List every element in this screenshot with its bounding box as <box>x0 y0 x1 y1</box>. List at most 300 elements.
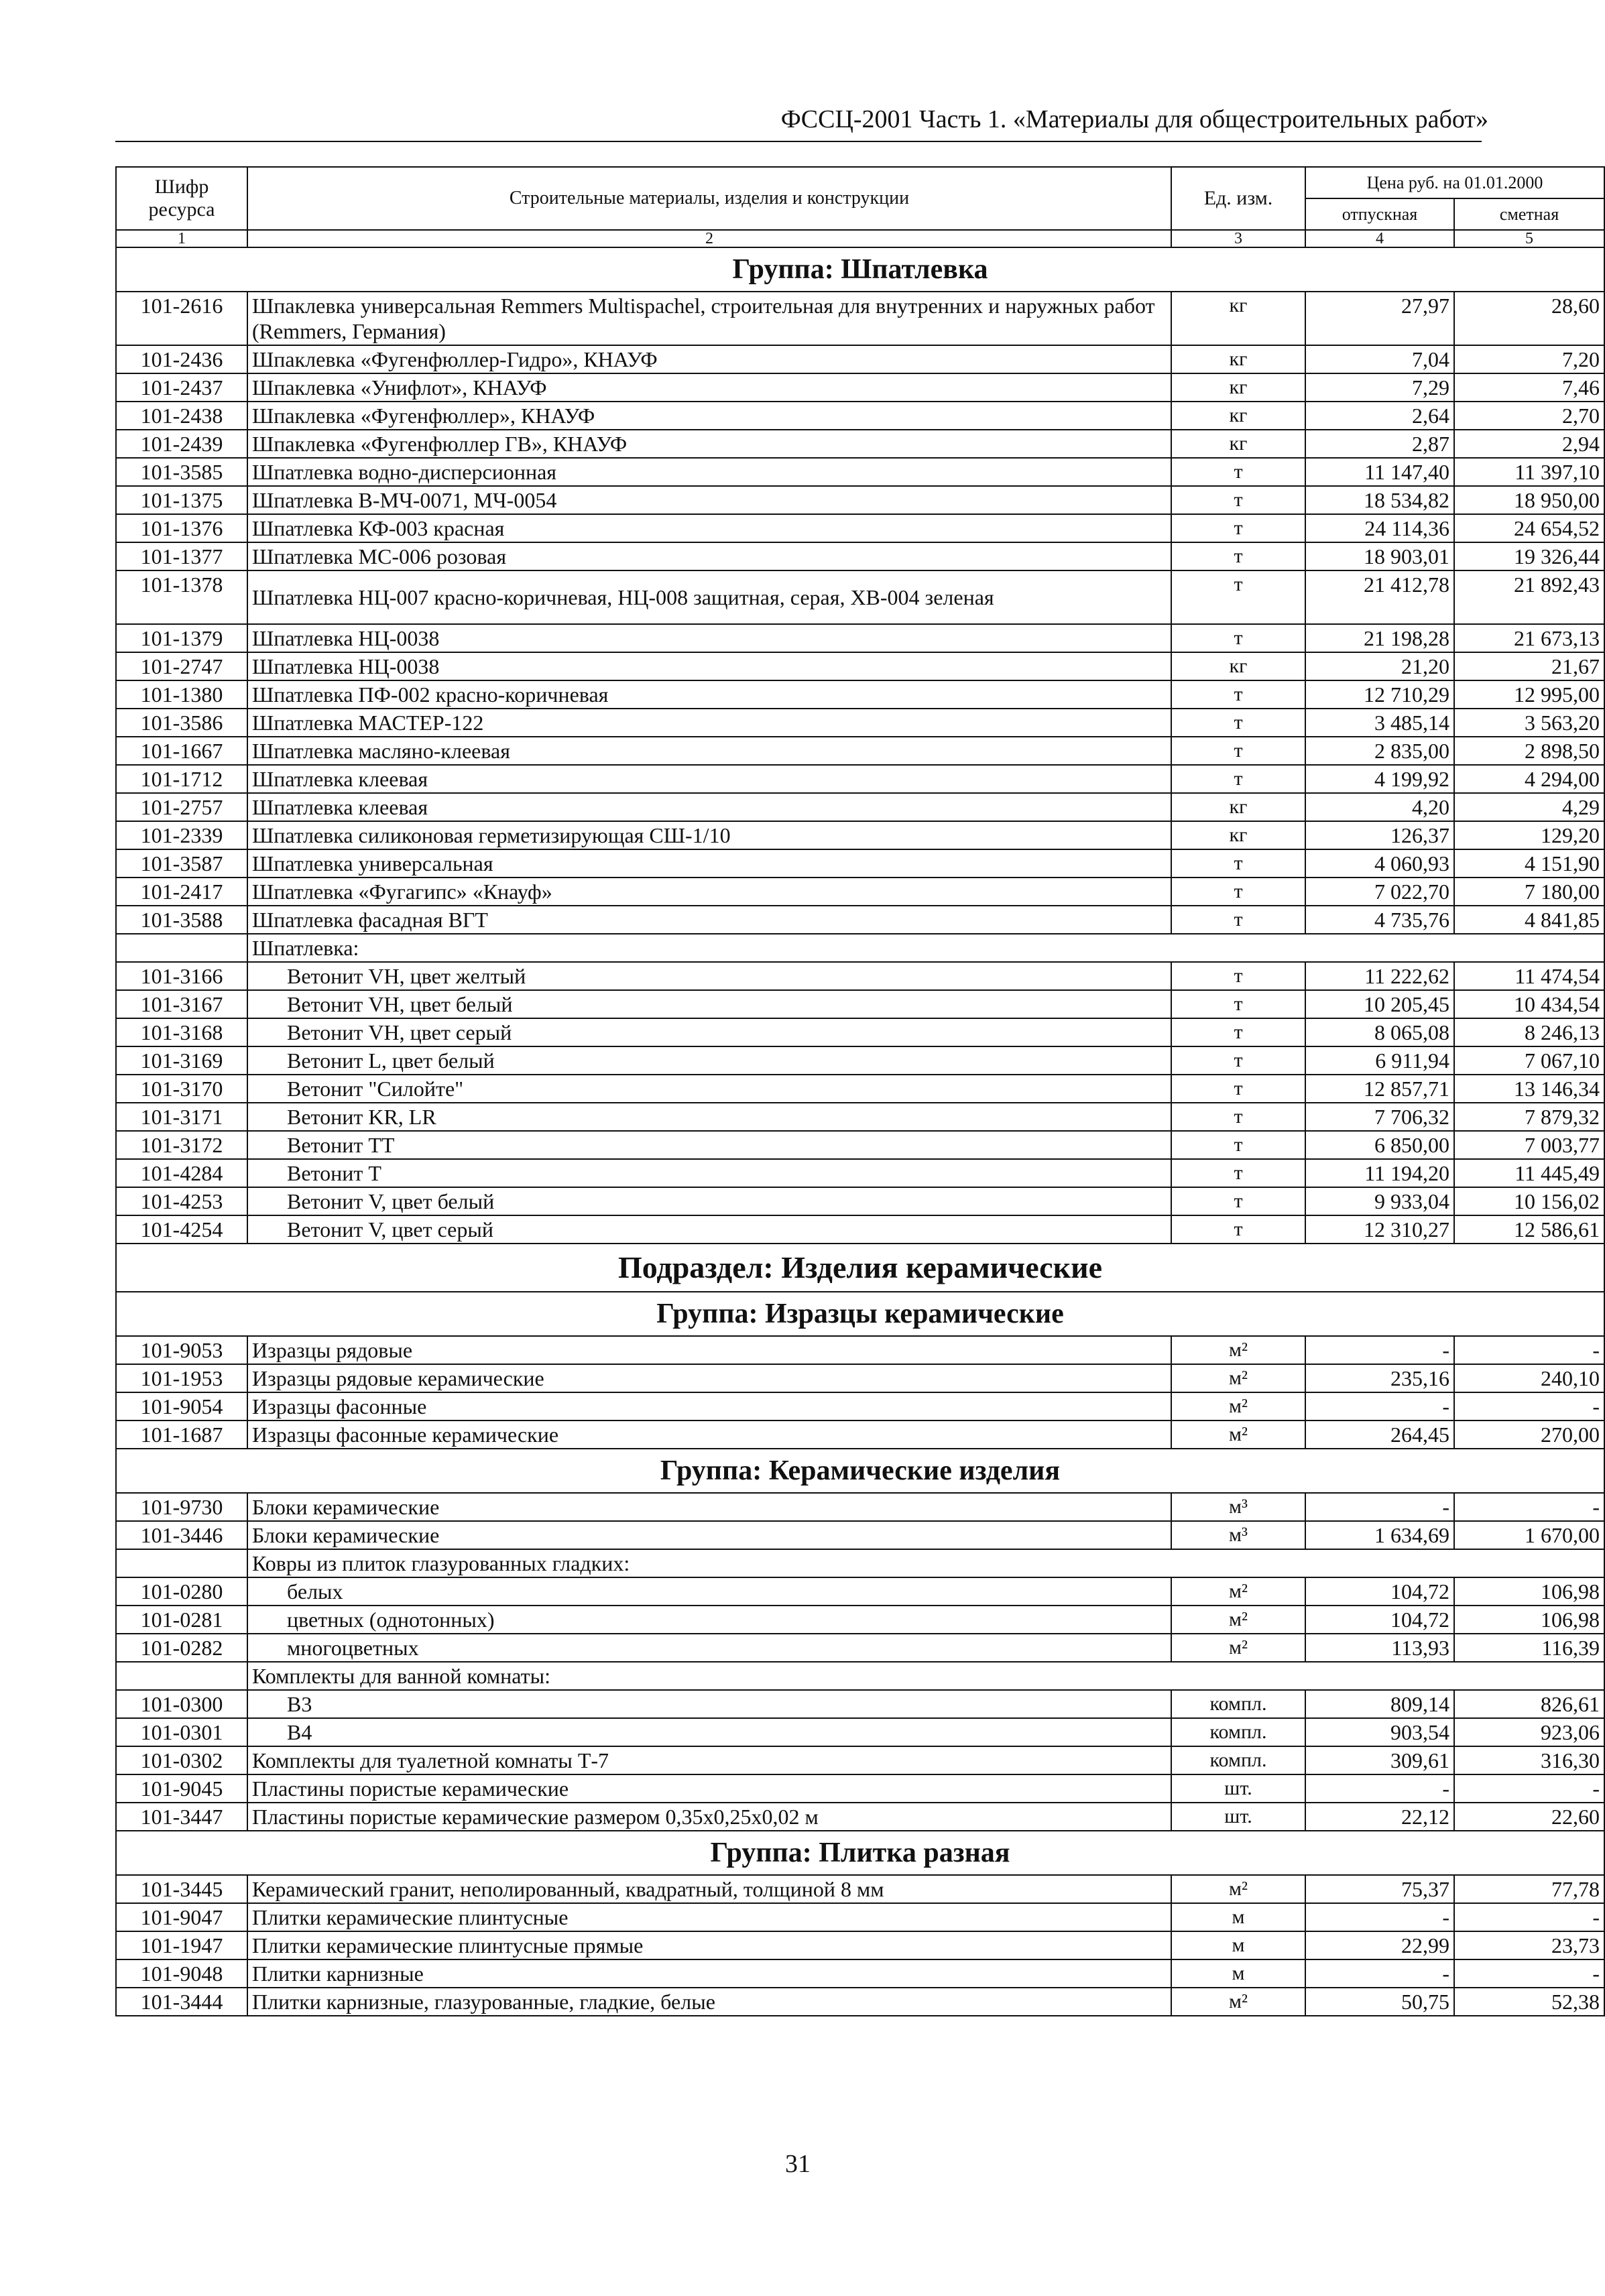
resource-code: 101-0282 <box>116 1634 247 1662</box>
material-name: Шпатлевка В-МЧ-0071, МЧ-0054 <box>247 486 1171 514</box>
release-price: 21 412,78 <box>1305 570 1454 624</box>
material-name: Блоки керамические <box>247 1521 1171 1549</box>
unit: кг <box>1171 793 1305 821</box>
resource-code: 101-1379 <box>116 624 247 652</box>
unit: м² <box>1171 1577 1305 1606</box>
table-row <box>116 849 1604 878</box>
table-row <box>116 570 1604 624</box>
col-name-header: Строительные материалы, изделия и конструкции <box>247 167 1171 230</box>
table-row <box>116 1336 1604 1364</box>
table-row <box>116 1392 1604 1421</box>
col-release-header: отпускная <box>1305 198 1454 230</box>
unit: м <box>1171 1959 1305 1988</box>
resource-code: 101-0302 <box>116 1746 247 1774</box>
release-price: 22,12 <box>1305 1803 1454 1831</box>
unit: шт. <box>1171 1803 1305 1831</box>
unit: т <box>1171 709 1305 737</box>
estimate-price: 18 950,00 <box>1454 486 1604 514</box>
unit: кг <box>1171 345 1305 373</box>
table-row <box>116 962 1604 990</box>
material-name: Шпаклевка «Унифлот», КНАУФ <box>247 373 1171 402</box>
unit: кг <box>1171 821 1305 849</box>
table-row <box>116 906 1604 934</box>
section-heading-row <box>116 1244 1604 1292</box>
estimate-price: 12 995,00 <box>1454 680 1604 709</box>
resource-code: 101-3587 <box>116 849 247 878</box>
table-row <box>116 878 1604 906</box>
release-price: 7 706,32 <box>1305 1103 1454 1131</box>
resource-code: 101-3445 <box>116 1875 247 1903</box>
resource-code: 101-3586 <box>116 709 247 737</box>
resource-code: 101-2747 <box>116 652 247 680</box>
estimate-price: 2,94 <box>1454 430 1604 458</box>
unit: м³ <box>1171 1493 1305 1521</box>
material-name: Шпаклевка «Фугенфюллер», КНАУФ <box>247 402 1171 430</box>
material-name: Шпатлевка НЦ-0038 <box>247 624 1171 652</box>
release-price: 9 933,04 <box>1305 1187 1454 1215</box>
unit: т <box>1171 1103 1305 1131</box>
group-heading: Группа: Плитка разная <box>116 1831 1604 1875</box>
material-name: Пластины пористые керамические <box>247 1774 1171 1803</box>
resource-code: 101-1378 <box>116 570 247 624</box>
resource-code: 101-2417 <box>116 878 247 906</box>
release-price: 113,93 <box>1305 1634 1454 1662</box>
estimate-price: 4 151,90 <box>1454 849 1604 878</box>
unit: т <box>1171 1215 1305 1244</box>
table-row <box>116 1718 1604 1746</box>
unit: т <box>1171 765 1305 793</box>
subheading-row <box>116 934 1604 962</box>
estimate-price: 7 067,10 <box>1454 1046 1604 1075</box>
unit: кг <box>1171 402 1305 430</box>
table-row <box>116 458 1604 486</box>
unit: м² <box>1171 1392 1305 1421</box>
material-name: Шпатлевка НЦ-007 красно-коричневая, НЦ-008 защитная, серая, ХВ-004 зеленая <box>247 570 1171 624</box>
table-row <box>116 793 1604 821</box>
table-row <box>116 1364 1604 1392</box>
estimate-price: 4,29 <box>1454 793 1604 821</box>
table-body <box>116 247 1604 2016</box>
release-price: 1 634,69 <box>1305 1521 1454 1549</box>
col-price-header: Цена руб. на 01.01.2000 <box>1305 167 1604 198</box>
unit: т <box>1171 570 1305 624</box>
resource-code: 101-3167 <box>116 990 247 1018</box>
table-row <box>116 1903 1604 1931</box>
release-price: 4 735,76 <box>1305 906 1454 934</box>
material-name: Пластины пористые керамические размером 0,35х0,25х0,02 м <box>247 1803 1171 1831</box>
unit: кг <box>1171 430 1305 458</box>
unit: т <box>1171 849 1305 878</box>
material-name: Изразцы рядовые <box>247 1336 1171 1364</box>
resource-code: 101-1667 <box>116 737 247 765</box>
table-row <box>116 1746 1604 1774</box>
table-row <box>116 1046 1604 1075</box>
table-row <box>116 1521 1604 1549</box>
estimate-price: 129,20 <box>1454 821 1604 849</box>
release-price: 7,04 <box>1305 345 1454 373</box>
material-name: Ветонит VH, цвет серый <box>247 1018 1171 1046</box>
col-code-header: Шифр ресурса <box>116 167 247 230</box>
material-name: Блоки керамические <box>247 1493 1171 1521</box>
unit: м² <box>1171 1606 1305 1634</box>
release-price: 11 222,62 <box>1305 962 1454 990</box>
table-row <box>116 402 1604 430</box>
unit: т <box>1171 458 1305 486</box>
material-name: Шпатлевка «Фугагипс» «Кнауф» <box>247 878 1171 906</box>
unit: компл. <box>1171 1746 1305 1774</box>
table-row <box>116 1075 1604 1103</box>
table-row <box>116 1606 1604 1634</box>
resource-code: 101-2439 <box>116 430 247 458</box>
table-row <box>116 1103 1604 1131</box>
table-row <box>116 1493 1604 1521</box>
unit: м³ <box>1171 1521 1305 1549</box>
price-table-container <box>115 166 1600 2016</box>
release-price: 6 850,00 <box>1305 1131 1454 1159</box>
material-name: Плитки карнизные <box>247 1959 1171 1988</box>
material-name: Ветонит ТТ <box>247 1131 1171 1159</box>
resource-code: 101-1377 <box>116 542 247 570</box>
material-name: Ветонит VH, цвет белый <box>247 990 1171 1018</box>
release-price: 126,37 <box>1305 821 1454 849</box>
unit: т <box>1171 737 1305 765</box>
estimate-price: 19 326,44 <box>1454 542 1604 570</box>
unit: т <box>1171 486 1305 514</box>
table-row <box>116 430 1604 458</box>
resource-code: 101-1380 <box>116 680 247 709</box>
estimate-price: 4 294,00 <box>1454 765 1604 793</box>
table-row <box>116 1875 1604 1903</box>
material-name: Плитки керамические плинтусные <box>247 1903 1171 1931</box>
material-name: Керамический гранит, неполированный, квадратный, толщиной 8 мм <box>247 1875 1171 1903</box>
material-name: Шпаклевка «Фугенфюллер-Гидро», КНАУФ <box>247 345 1171 373</box>
table-row <box>116 1215 1604 1244</box>
resource-code: 101-3169 <box>116 1046 247 1075</box>
material-name: Шпатлевка клеевая <box>247 765 1171 793</box>
table-row <box>116 1159 1604 1187</box>
release-price: 8 065,08 <box>1305 1018 1454 1046</box>
release-price: 2,87 <box>1305 430 1454 458</box>
empty-cell <box>116 1549 247 1577</box>
estimate-price: 21,67 <box>1454 652 1604 680</box>
section-heading: Подраздел: Изделия керамические <box>116 1244 1604 1292</box>
estimate-price: 4 841,85 <box>1454 906 1604 934</box>
estimate-price: 116,39 <box>1454 1634 1604 1662</box>
unit: т <box>1171 1159 1305 1187</box>
release-price: 104,72 <box>1305 1606 1454 1634</box>
material-name: Комплекты для туалетной комнаты Т-7 <box>247 1746 1171 1774</box>
header-rule <box>115 141 1482 142</box>
resource-code: 101-0301 <box>116 1718 247 1746</box>
column-number: 1 <box>116 230 247 247</box>
material-name: цветных (однотонных) <box>247 1606 1171 1634</box>
resource-code: 101-9054 <box>116 1392 247 1421</box>
release-price: 7,29 <box>1305 373 1454 402</box>
group-heading: Группа: Шпатлевка <box>116 247 1604 292</box>
resource-code: 101-3171 <box>116 1103 247 1131</box>
table-row <box>116 821 1604 849</box>
estimate-price: 2 898,50 <box>1454 737 1604 765</box>
material-name: белых <box>247 1577 1171 1606</box>
table-row <box>116 990 1604 1018</box>
release-price: - <box>1305 1959 1454 1988</box>
material-name: Плитки керамические плинтусные прямые <box>247 1931 1171 1959</box>
table-row <box>116 514 1604 542</box>
estimate-price: 12 586,61 <box>1454 1215 1604 1244</box>
release-price: - <box>1305 1903 1454 1931</box>
estimate-price: 13 146,34 <box>1454 1075 1604 1103</box>
estimate-price: 11 445,49 <box>1454 1159 1604 1187</box>
estimate-price: - <box>1454 1774 1604 1803</box>
material-name: Ветонит V, цвет серый <box>247 1215 1171 1244</box>
running-header: ФССЦ-2001 Часть 1. «Материалы для общестроительных работ» <box>780 105 1488 133</box>
resource-code: 101-3166 <box>116 962 247 990</box>
resource-code: 101-3585 <box>116 458 247 486</box>
release-price: 21 198,28 <box>1305 624 1454 652</box>
resource-code: 101-2437 <box>116 373 247 402</box>
release-price: - <box>1305 1774 1454 1803</box>
unit: м² <box>1171 1634 1305 1662</box>
unit: кг <box>1171 652 1305 680</box>
subheading: Шпатлевка: <box>247 934 1604 962</box>
group-heading-row <box>116 1831 1604 1875</box>
table-row <box>116 1774 1604 1803</box>
unit: т <box>1171 624 1305 652</box>
material-name: Изразцы фасонные керамические <box>247 1421 1171 1449</box>
release-price: 235,16 <box>1305 1364 1454 1392</box>
release-price: - <box>1305 1493 1454 1521</box>
release-price: 11 147,40 <box>1305 458 1454 486</box>
release-price: 4 199,92 <box>1305 765 1454 793</box>
material-name: Ветонит L, цвет белый <box>247 1046 1171 1075</box>
unit: м² <box>1171 1364 1305 1392</box>
estimate-price: 7 180,00 <box>1454 878 1604 906</box>
material-name: Шпатлевка силиконовая герметизирующая СШ-1/10 <box>247 821 1171 849</box>
table-row <box>116 1959 1604 1988</box>
release-price: 2,64 <box>1305 402 1454 430</box>
estimate-price: - <box>1454 1336 1604 1364</box>
resource-code: 101-3168 <box>116 1018 247 1046</box>
release-price: 309,61 <box>1305 1746 1454 1774</box>
col-unit-header: Ед. изм. <box>1171 167 1305 230</box>
release-price: 12 710,29 <box>1305 680 1454 709</box>
resource-code: 101-0300 <box>116 1690 247 1718</box>
estimate-price: 11 474,54 <box>1454 962 1604 990</box>
table-row <box>116 486 1604 514</box>
material-name: В4 <box>247 1718 1171 1746</box>
unit: т <box>1171 990 1305 1018</box>
unit: т <box>1171 906 1305 934</box>
table-row <box>116 652 1604 680</box>
resource-code: 101-1687 <box>116 1421 247 1449</box>
release-price: 264,45 <box>1305 1421 1454 1449</box>
release-price: 50,75 <box>1305 1988 1454 2016</box>
resource-code: 101-3170 <box>116 1075 247 1103</box>
release-price: 18 534,82 <box>1305 486 1454 514</box>
release-price: 10 205,45 <box>1305 990 1454 1018</box>
resource-code: 101-3446 <box>116 1521 247 1549</box>
estimate-price: 316,30 <box>1454 1746 1604 1774</box>
estimate-price: 21 892,43 <box>1454 570 1604 624</box>
material-name: многоцветных <box>247 1634 1171 1662</box>
material-name: Ветонит KR, LR <box>247 1103 1171 1131</box>
release-price: 2 835,00 <box>1305 737 1454 765</box>
resource-code: 101-2438 <box>116 402 247 430</box>
release-price: - <box>1305 1336 1454 1364</box>
resource-code: 101-9045 <box>116 1774 247 1803</box>
estimate-price: 826,61 <box>1454 1690 1604 1718</box>
release-price: 7 022,70 <box>1305 878 1454 906</box>
resource-code: 101-0280 <box>116 1577 247 1606</box>
unit: т <box>1171 1046 1305 1075</box>
column-number: 5 <box>1454 230 1604 247</box>
resource-code: 101-2616 <box>116 292 247 345</box>
estimate-price: 24 654,52 <box>1454 514 1604 542</box>
release-price: 104,72 <box>1305 1577 1454 1606</box>
estimate-price: 3 563,20 <box>1454 709 1604 737</box>
release-price: 903,54 <box>1305 1718 1454 1746</box>
resource-code: 101-2757 <box>116 793 247 821</box>
estimate-price: 8 246,13 <box>1454 1018 1604 1046</box>
estimate-price: 22,60 <box>1454 1803 1604 1831</box>
release-price: 24 114,36 <box>1305 514 1454 542</box>
release-price: 18 903,01 <box>1305 542 1454 570</box>
column-number: 2 <box>247 230 1171 247</box>
unit: т <box>1171 1075 1305 1103</box>
col-estimate-header: сметная <box>1454 198 1604 230</box>
page-number: 31 <box>785 2150 811 2178</box>
estimate-price: 2,70 <box>1454 402 1604 430</box>
material-name: В3 <box>247 1690 1171 1718</box>
table-row <box>116 709 1604 737</box>
estimate-price: 270,00 <box>1454 1421 1604 1449</box>
material-name: Изразцы фасонные <box>247 1392 1171 1421</box>
unit: м² <box>1171 1875 1305 1903</box>
resource-code: 101-1947 <box>116 1931 247 1959</box>
release-price: 22,99 <box>1305 1931 1454 1959</box>
resource-code: 101-4284 <box>116 1159 247 1187</box>
material-name: Ветонит Т <box>247 1159 1171 1187</box>
release-price: 4,20 <box>1305 793 1454 821</box>
subheading-row <box>116 1549 1604 1577</box>
material-name: Ветонит VH, цвет желтый <box>247 962 1171 990</box>
table-row <box>116 1988 1604 2016</box>
table-row <box>116 1187 1604 1215</box>
resource-code: 101-9053 <box>116 1336 247 1364</box>
release-price: 4 060,93 <box>1305 849 1454 878</box>
unit: т <box>1171 1131 1305 1159</box>
table-row <box>116 1421 1604 1449</box>
estimate-price: 11 397,10 <box>1454 458 1604 486</box>
unit: т <box>1171 680 1305 709</box>
release-price: 11 194,20 <box>1305 1159 1454 1187</box>
estimate-price: 7 879,32 <box>1454 1103 1604 1131</box>
estimate-price: 7,20 <box>1454 345 1604 373</box>
resource-code: 101-4253 <box>116 1187 247 1215</box>
empty-cell <box>116 1662 247 1690</box>
group-heading: Группа: Керамические изделия <box>116 1449 1604 1493</box>
estimate-price: 77,78 <box>1454 1875 1604 1903</box>
estimate-price: 10 156,02 <box>1454 1187 1604 1215</box>
estimate-price: 106,98 <box>1454 1606 1604 1634</box>
estimate-price: 1 670,00 <box>1454 1521 1604 1549</box>
unit: м <box>1171 1903 1305 1931</box>
material-name: Шпатлевка масляно-клеевая <box>247 737 1171 765</box>
material-name: Шпатлевка универсальная <box>247 849 1171 878</box>
table-row <box>116 1634 1604 1662</box>
unit: шт. <box>1171 1774 1305 1803</box>
table-row <box>116 292 1604 345</box>
material-name: Шпатлевка КФ-003 красная <box>247 514 1171 542</box>
empty-cell <box>116 934 247 962</box>
unit: м² <box>1171 1336 1305 1364</box>
resource-code: 101-2436 <box>116 345 247 373</box>
table-row <box>116 1131 1604 1159</box>
subheading-row <box>116 1662 1604 1690</box>
material-name: Шпатлевка НЦ-0038 <box>247 652 1171 680</box>
column-number: 4 <box>1305 230 1454 247</box>
table-row <box>116 680 1604 709</box>
unit: кг <box>1171 373 1305 402</box>
table-row <box>116 737 1604 765</box>
group-heading-row <box>116 1292 1604 1336</box>
material-name: Шпаклевка «Фугенфюллер ГВ», КНАУФ <box>247 430 1171 458</box>
unit: м² <box>1171 1421 1305 1449</box>
release-price: 12 857,71 <box>1305 1075 1454 1103</box>
release-price: 21,20 <box>1305 652 1454 680</box>
group-heading-row <box>116 247 1604 292</box>
subheading: Ковры из плиток глазурованных гладких: <box>247 1549 1604 1577</box>
table-row <box>116 542 1604 570</box>
table-row <box>116 1690 1604 1718</box>
unit: м <box>1171 1931 1305 1959</box>
table-row <box>116 1577 1604 1606</box>
estimate-price: 106,98 <box>1454 1577 1604 1606</box>
resource-code: 101-0281 <box>116 1606 247 1634</box>
table-row <box>116 1018 1604 1046</box>
resource-code: 101-1375 <box>116 486 247 514</box>
unit: т <box>1171 1187 1305 1215</box>
material-name: Шпатлевка МС-006 розовая <box>247 542 1171 570</box>
resource-code: 101-9730 <box>116 1493 247 1521</box>
subheading: Комплекты для ванной комнаты: <box>247 1662 1604 1690</box>
estimate-price: - <box>1454 1493 1604 1521</box>
unit: т <box>1171 542 1305 570</box>
unit: кг <box>1171 292 1305 345</box>
column-number: 3 <box>1171 230 1305 247</box>
resource-code: 101-3444 <box>116 1988 247 2016</box>
material-name: Изразцы рядовые керамические <box>247 1364 1171 1392</box>
material-name: Шпаклевка универсальная Remmers Multispachel, строительная для внутренних и наружных работ (Remmers, Германия) <box>247 292 1171 345</box>
estimate-price: 52,38 <box>1454 1988 1604 2016</box>
group-heading-row <box>116 1449 1604 1493</box>
release-price: 27,97 <box>1305 292 1454 345</box>
estimate-price: 28,60 <box>1454 292 1604 345</box>
material-name: Шпатлевка МАСТЕР-122 <box>247 709 1171 737</box>
release-price: 6 911,94 <box>1305 1046 1454 1075</box>
table-row <box>116 765 1604 793</box>
material-name: Шпатлевка ПФ-002 красно-коричневая <box>247 680 1171 709</box>
estimate-price: - <box>1454 1903 1604 1931</box>
table-row <box>116 345 1604 373</box>
estimate-price: 21 673,13 <box>1454 624 1604 652</box>
unit: м² <box>1171 1988 1305 2016</box>
unit: т <box>1171 1018 1305 1046</box>
unit: компл. <box>1171 1690 1305 1718</box>
estimate-price: 7 003,77 <box>1454 1131 1604 1159</box>
group-heading: Группа: Изразцы керамические <box>116 1292 1604 1336</box>
resource-code: 101-9047 <box>116 1903 247 1931</box>
